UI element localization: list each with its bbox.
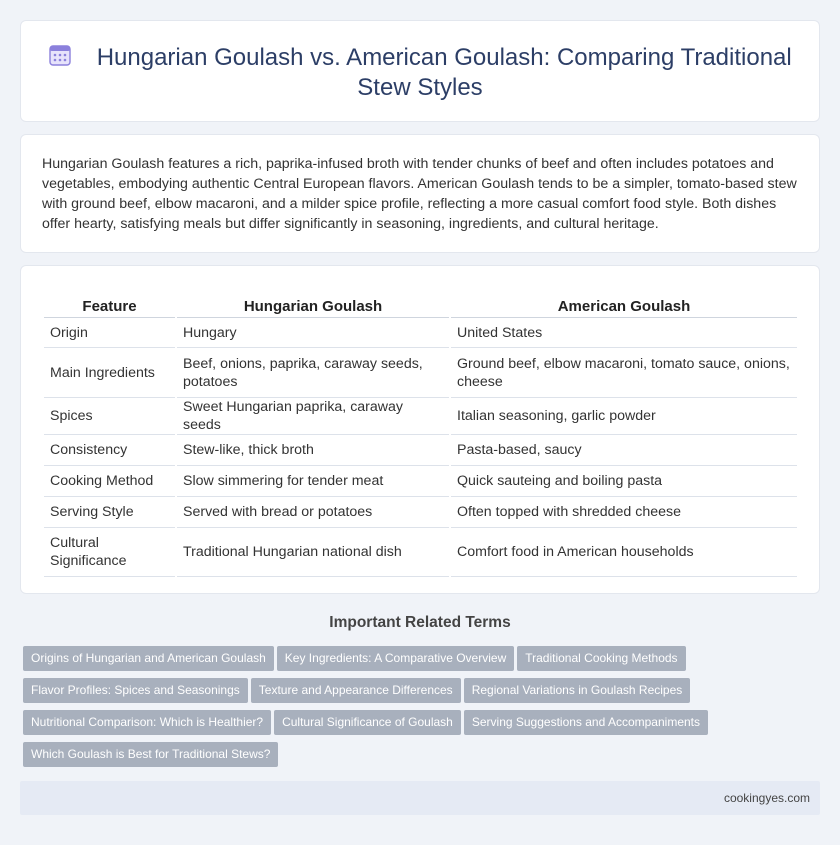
related-term-tag[interactable]: Serving Suggestions and Accompaniments xyxy=(464,710,708,735)
intro-paragraph: Hungarian Goulash features a rich, paprika-infused broth with tender chunks of beef and often includes potatoes and vegetables, embodying authentic Central European flavors. American Goulash tends to be a simpler, tomato-based stew with ground beef, elbow macaroni, and a milder spice profile, reflecting a more casual comfort food style. Both dishes offer hearty, satisfying meals but differ significantly in seasoning, ingredients, and cultural heritage. xyxy=(42,156,797,232)
table-row xyxy=(44,528,797,577)
table-header-row xyxy=(44,296,797,318)
table-cell: Beef, onions, paprika, caraway seeds, potatoes xyxy=(177,348,449,398)
related-term-tag[interactable]: Cultural Significance of Goulash xyxy=(274,710,461,735)
table-cell: Stew-like, thick broth xyxy=(177,435,449,466)
title-wrap xyxy=(21,43,819,103)
table-cell: Serving Style xyxy=(44,497,175,528)
title-card xyxy=(20,20,820,122)
table-cell: Quick sauteing and boiling pasta xyxy=(451,466,797,497)
table-row xyxy=(44,435,797,466)
related-term-tag[interactable]: Which Goulash is Best for Traditional Stews? xyxy=(23,742,278,767)
table-cell: Cultural Significance xyxy=(44,528,175,577)
related-term-tag[interactable]: Key Ingredients: A Comparative Overview xyxy=(277,646,514,671)
related-terms-heading: Important Related Terms xyxy=(329,614,511,631)
footer xyxy=(20,781,820,815)
related-term-tag[interactable]: Traditional Cooking Methods xyxy=(517,646,685,671)
table-cell: Pasta-based, saucy xyxy=(451,435,797,466)
table-cell: Slow simmering for tender meat xyxy=(177,466,449,497)
table-cell: Spices xyxy=(44,398,175,435)
page-title: Hungarian Goulash vs. American Goulash: Comparing Traditional Stew Styles xyxy=(96,44,792,101)
table-cell: Served with bread or potatoes xyxy=(177,497,449,528)
table-cell: Consistency xyxy=(44,435,175,466)
table-cell: Ground beef, elbow macaroni, tomato sauce, onions, cheese xyxy=(451,348,797,398)
table-cell: Comfort food in American households xyxy=(451,528,797,577)
table-row xyxy=(44,318,797,348)
column-header-american: American Goulash xyxy=(451,296,797,318)
table-cell: Italian seasoning, garlic powder xyxy=(451,398,797,435)
table-row xyxy=(44,466,797,497)
intro-card xyxy=(20,134,820,253)
table-cell: Origin xyxy=(44,318,175,348)
table-cell: Often topped with shredded cheese xyxy=(451,497,797,528)
table-cell: Sweet Hungarian paprika, caraway seeds xyxy=(177,398,449,435)
related-term-tag[interactable]: Flavor Profiles: Spices and Seasonings xyxy=(23,678,248,703)
table-cell: Traditional Hungarian national dish xyxy=(177,528,449,577)
related-term-tag[interactable]: Origins of Hungarian and American Goulash xyxy=(23,646,274,671)
comparison-table xyxy=(42,296,799,577)
related-term-tag[interactable]: Regional Variations in Goulash Recipes xyxy=(464,678,691,703)
footer-site-link[interactable]: cookingyes.com xyxy=(723,791,810,805)
table-cell: Cooking Method xyxy=(44,466,175,497)
table-cell: Main Ingredients xyxy=(44,348,175,398)
table-row xyxy=(44,497,797,528)
calendar-icon xyxy=(48,43,72,67)
column-header-feature: Feature xyxy=(44,296,175,318)
related-terms-tags xyxy=(23,646,783,774)
related-term-tag[interactable]: Texture and Appearance Differences xyxy=(251,678,461,703)
related-term-tag[interactable]: Nutritional Comparison: Which is Healthier? xyxy=(23,710,271,735)
table-row xyxy=(44,398,797,435)
table-row xyxy=(44,348,797,398)
table-cell: United States xyxy=(451,318,797,348)
table-cell: Hungary xyxy=(177,318,449,348)
comparison-table-card xyxy=(20,265,820,594)
column-header-hungarian: Hungarian Goulash xyxy=(177,296,449,318)
